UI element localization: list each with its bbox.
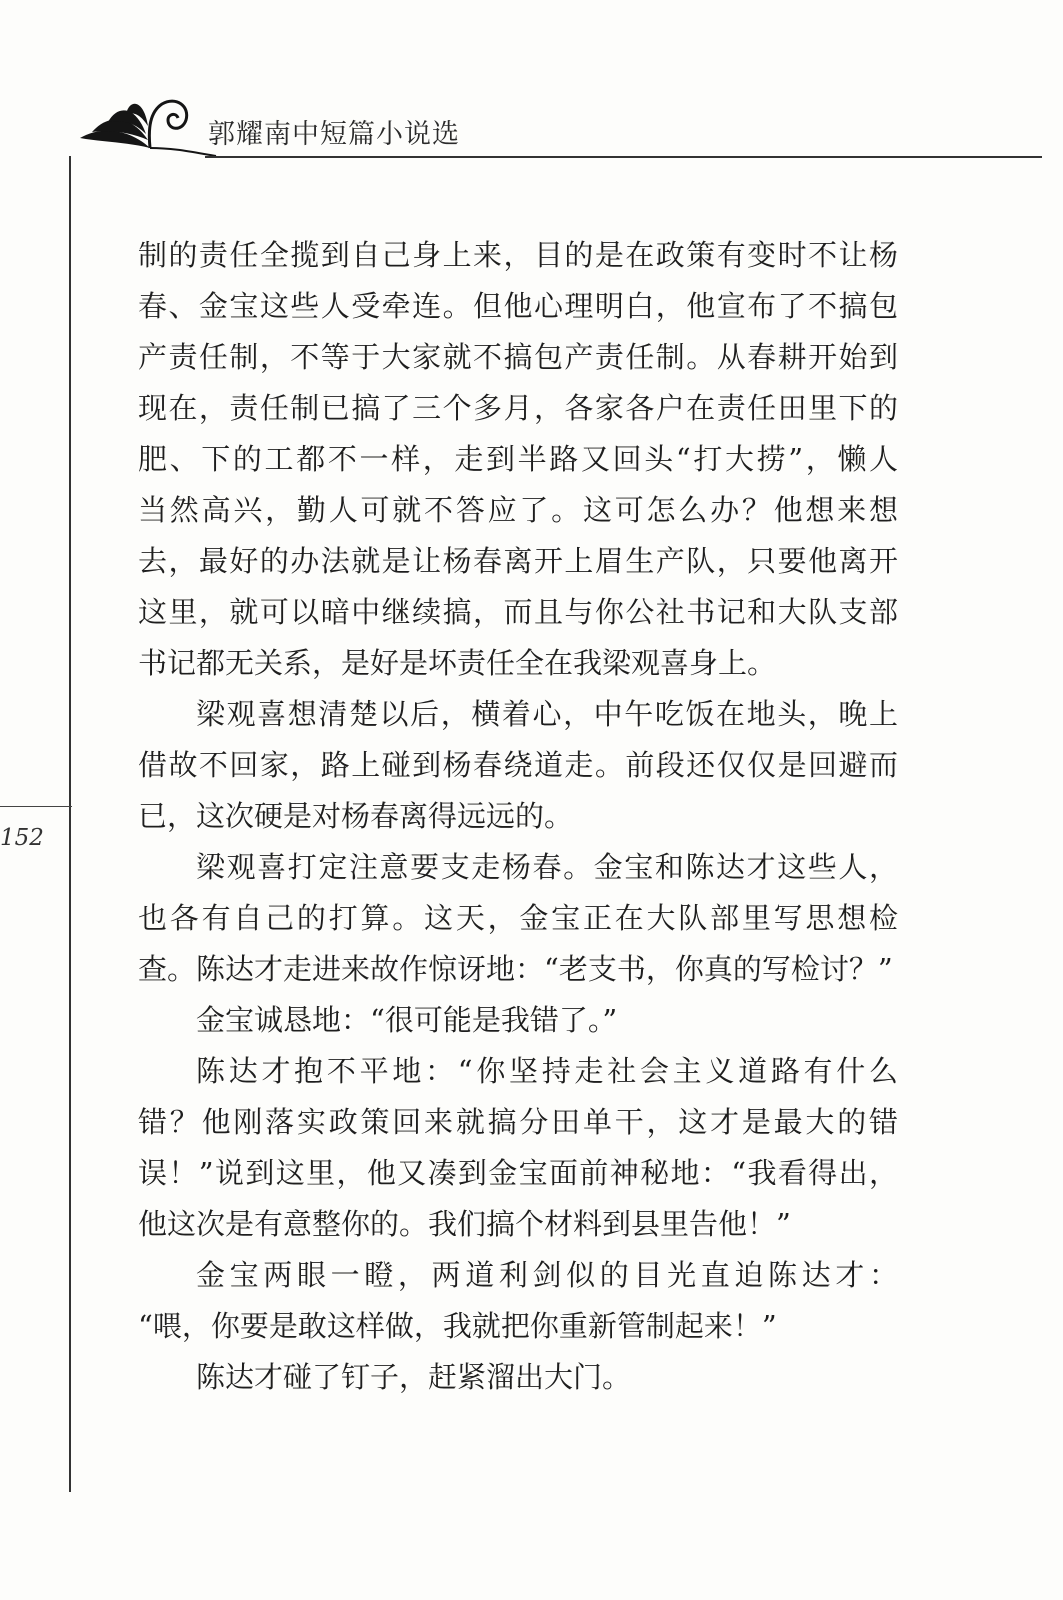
text-line: 已，这次硬是对杨春离得远远的。 <box>138 799 574 833</box>
text-line: 肥、下的工都不一样，走到半路又回头“打大捞”，懒人 <box>138 442 898 476</box>
text-line: 借故不回家，路上碰到杨春绕道走。前段还仅仅是回避而 <box>138 748 898 782</box>
left-margin-rule <box>69 156 71 1492</box>
header-rule <box>205 156 1042 158</box>
text-line: 陈达才碰了钉子，赶紧溜出大门。 <box>196 1360 632 1394</box>
text-line: 春、金宝这些人受牵连。但他心理明白，他宣布了不搞包 <box>138 289 898 323</box>
text-line: 书记都无关系，是好是坏责任全在我梁观喜身上。 <box>138 646 777 680</box>
text-line: 制的责任全揽到自己身上来，目的是在政策有变时不让杨 <box>138 238 898 272</box>
text-line: 当然高兴，勤人可就不答应了。这可怎么办？他想来想 <box>138 493 898 527</box>
text-line: 产责任制，不等于大家就不搞包产责任制。从春耕开始到 <box>138 340 898 374</box>
text-line: 去，最好的办法就是让杨春离开上眉生产队，只要他离开 <box>138 544 898 578</box>
text-line: 现在，责任制已搞了三个多月，各家各户在责任田里下的 <box>138 391 898 425</box>
text-line: “喂，你要是敢这样做，我就把你重新管制起来！” <box>138 1309 777 1343</box>
text-line: 梁观喜想清楚以后，横着心，中午吃饭在地头，晚上 <box>196 697 898 731</box>
text-line: 梁观喜打定注意要支走杨春。金宝和陈达才这些人， <box>196 850 898 884</box>
text-line: 也各有自己的打算。这天，金宝正在大队部里写思想检 <box>138 901 898 935</box>
flourish-ornament-icon <box>78 92 218 160</box>
body-text <box>138 230 898 1403</box>
text-line: 查。陈达才走进来故作惊讶地：“老支书，你真的写检讨？” <box>138 952 893 986</box>
text-line: 他这次是有意整你的。我们搞个材料到县里告他！” <box>138 1207 791 1241</box>
text-line: 这里，就可以暗中继续搞，而且与你公社书记和大队支部 <box>138 595 898 629</box>
text-line: 误！”说到这里，他又凑到金宝面前神秘地：“我看得出， <box>138 1156 898 1190</box>
text-line: 金宝诚恳地：“很可能是我错了。” <box>196 1003 618 1037</box>
text-line: 金宝两眼一瞪，两道利剑似的目光直迫陈达才： <box>196 1258 898 1292</box>
text-line: 错？他刚落实政策回来就搞分田单干，这才是最大的错 <box>138 1105 898 1139</box>
text-line: 陈达才抱不平地：“你坚持走社会主义道路有什么 <box>196 1054 898 1088</box>
page-number: 152 <box>0 825 44 851</box>
page-number-rule <box>0 806 72 807</box>
running-header-title: 郭耀南中短篇小说选 <box>208 119 460 150</box>
